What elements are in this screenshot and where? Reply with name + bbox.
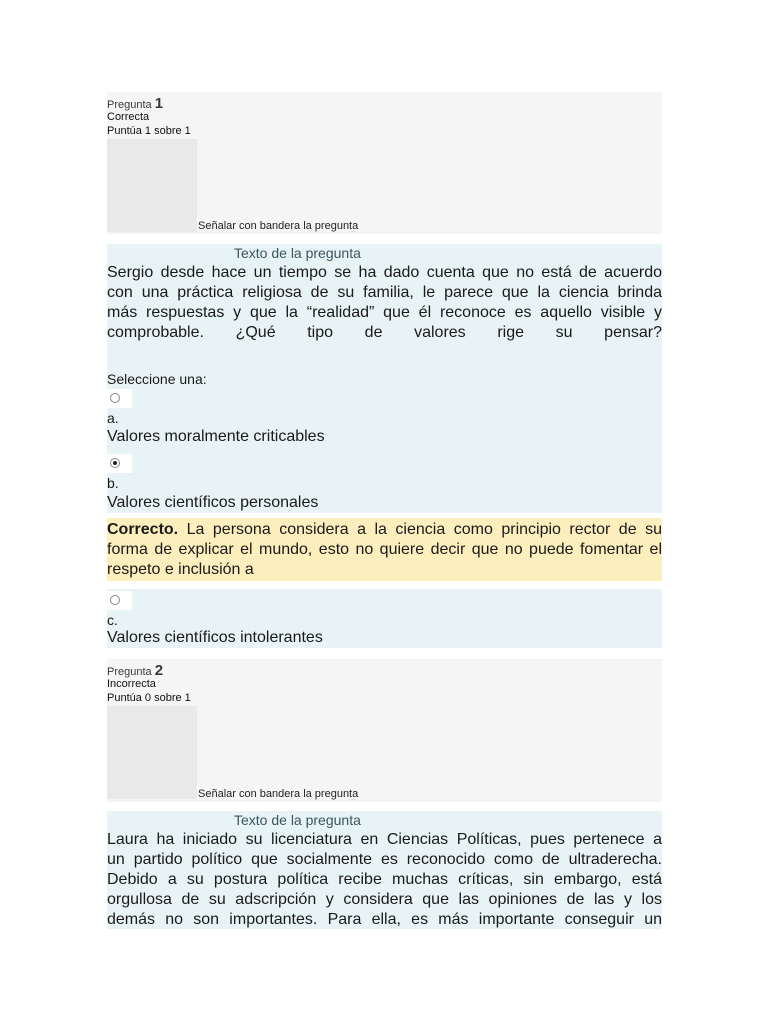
question-text-line: orgullosa de su adscripción y considera que las opiniones de las y los (107, 891, 662, 908)
radio-unchecked-icon[interactable] (110, 595, 120, 605)
option-c-text[interactable]: Valores científicos intolerantes (107, 629, 323, 646)
flag-image-placeholder (107, 139, 197, 232)
option-b-letter: b. (107, 475, 119, 491)
option-c-box (107, 589, 662, 648)
question-text-label: Texto de la pregunta (234, 812, 361, 828)
question-text-line: con una práctica religiosa de su familia, le parece que la ciencia brinda (107, 284, 662, 301)
question-1-heading (107, 95, 163, 112)
question-score: Puntúa 0 sobre 1 (107, 692, 191, 704)
option-c-letter: c. (107, 612, 118, 628)
question-status: Correcta (107, 111, 150, 123)
question-text-line: Debido a su postura política recibe muchas críticas, sin embargo, está (107, 871, 662, 888)
question-text-line: un partido político que socialmente es reconocido como de ultraderecha. (107, 851, 662, 868)
question-text-line: demás no son importantes. Para ella, es más importante conseguir un (107, 911, 662, 928)
question-prefix: Pregunta (107, 99, 152, 111)
option-b-text[interactable]: Valores científicos personales (107, 494, 319, 511)
feedback-text (107, 520, 662, 580)
option-c-radio-box[interactable] (107, 591, 132, 610)
option-a-text[interactable]: Valores moralmente criticables (107, 428, 325, 445)
select-one-label: Seleccione una: (107, 371, 207, 387)
option-a-letter: a. (107, 410, 119, 426)
question-1-content (107, 244, 662, 513)
question-text-line: más respuestas y que la “realidad” que él reconoce es aquello visible y (107, 304, 662, 321)
question-1-info (107, 92, 662, 234)
question-text-line: comprobable. ¿Qué tipo de valores rige su pensar? (107, 324, 662, 341)
question-2-info (107, 659, 662, 802)
radio-checked-icon[interactable] (110, 458, 120, 468)
question-status: Incorrecta (107, 678, 156, 690)
question-2-heading (107, 662, 163, 679)
feedback-correct-label: Correcto. (107, 521, 179, 538)
question-text-label: Texto de la pregunta (234, 245, 361, 261)
radio-unchecked-icon[interactable] (110, 393, 120, 403)
question-text-line: Laura ha iniciado su licenciatura en Ciencias Políticas, pues pertenece a (107, 831, 662, 848)
question-score: Puntúa 1 sobre 1 (107, 125, 191, 137)
flag-question-link[interactable]: Señalar con bandera la pregunta (198, 788, 359, 800)
question-2-content (107, 811, 662, 929)
option-b-radio-box[interactable] (107, 454, 132, 473)
question-text-line: Sergio desde hace un tiempo se ha dado cuenta que no está de acuerdo (107, 264, 662, 281)
feedback-explanation: La persona considera a la ciencia como principio rector de su forma de explicar el mundo, esto no quiere decir que no puede fomentar el respeto e inclusión a (107, 521, 662, 578)
flag-image-placeholder (107, 706, 197, 799)
option-a-radio-box[interactable] (107, 389, 132, 408)
question-number: 2 (154, 662, 164, 679)
question-number: 1 (154, 95, 164, 112)
feedback-box (107, 518, 662, 581)
flag-question-link[interactable]: Señalar con bandera la pregunta (198, 220, 359, 232)
question-prefix: Pregunta (107, 666, 152, 678)
